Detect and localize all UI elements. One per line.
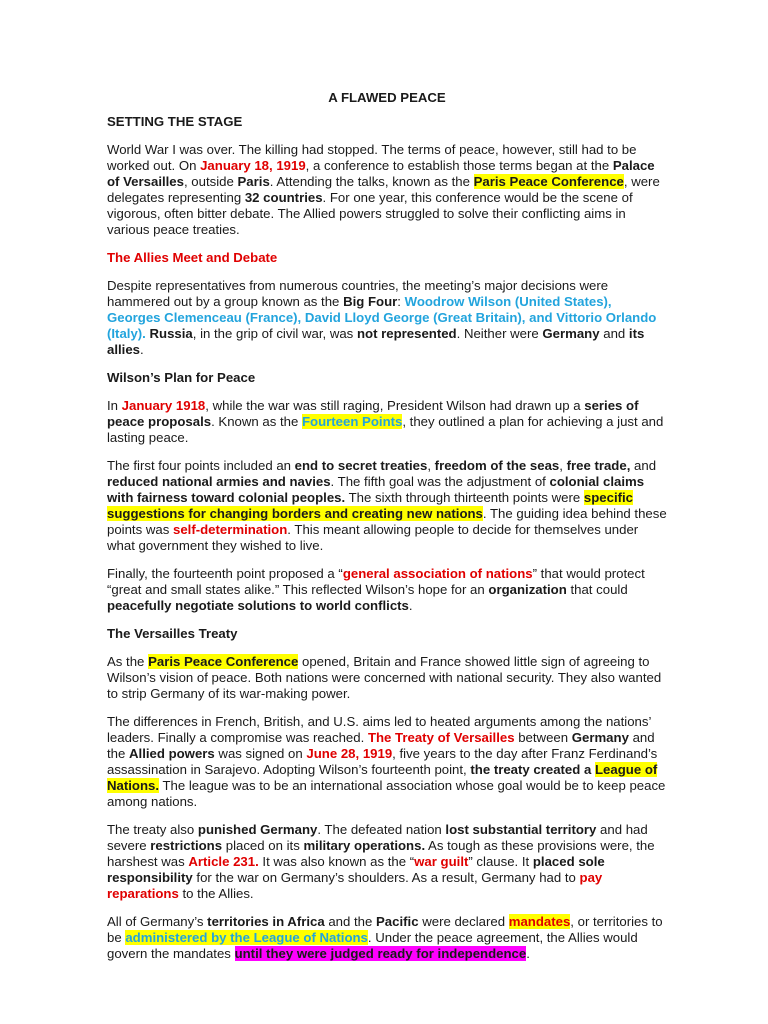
document-body xyxy=(107,90,667,974)
paragraph-setting-the-stage: World War I was over. The killing had stopped. The terms of peace, however, still had to be worked out. On January 18, 1919, a conference to establish those terms began at the Palace of Versailles, outside Paris. Attending the talks, known as the Paris Peace Conference, were delegates representing 32 countries. For one year, this conference would be the scene of vigorous, often bitter debate. The Allied powers struggled to solve their conflicting aims in various peace treaties. xyxy=(107,142,660,237)
paragraph-fourteen-points: In January 1918, while the war was still raging, President Wilson had drawn up a series of peace proposals. Known as the Fourteen Points, they outlined a plan for achieving a just and lasting peace. xyxy=(107,398,664,445)
paragraph-mandates: All of Germany’s territories in Africa and the Pacific were declared mandates, or territories to be administered by the League of Nations. Under the peace agreement, the Allies would govern the mandates until they were judged ready for independence. xyxy=(107,914,663,961)
subheading-versailles-treaty: The Versailles Treaty xyxy=(107,626,238,641)
section-heading: SETTING THE STAGE xyxy=(107,114,243,129)
paragraph-big-four: Despite representatives from numerous countries, the meeting’s major decisions were hammered out by a group known as the Big Four: Woodrow Wilson (United States), Georges Clemenceau (France), David Lloyd George (Great Britain), and Vittorio Orlando (Italy). Russia, in the grip of civil war, was not represented. Neither were Germany and its allies. xyxy=(107,278,657,357)
paragraph-treaty-signed: The differences in French, British, and U.S. aims led to heated arguments among the nations’ leaders. Finally a compromise was reached. The Treaty of Versailles between Germany and the Allied powers was signed on June 28, 1919, five years to the day after Franz Ferdinand’s assassination in Sarajevo. Adopting Wilson’s fourteenth point, the treaty created a League of Nations. The league was to be an international association whose goal would be to keep peace among nations. xyxy=(107,714,666,809)
paragraph-fourteenth-point: Finally, the fourteenth point proposed a “general association of nations” that would protect “great and small states alike.” This reflected Wilson’s hope for an organization that could peacefully negotiate solutions to world conflicts. xyxy=(107,566,645,613)
subheading-allies-meet: The Allies Meet and Debate xyxy=(107,250,278,265)
paragraph-conference-opened: As the Paris Peace Conference opened, Britain and France showed little sign of agreeing to Wilson’s vision of peace. Both nations were concerned with national security. They also wanted to strip Germany of its war-making power. xyxy=(107,654,662,701)
document-title: A FLAWED PEACE xyxy=(328,90,446,105)
subheading-wilson-plan: Wilson’s Plan for Peace xyxy=(107,370,256,385)
paragraph-punished-germany: The treaty also punished Germany. The defeated nation lost substantial territory and had severe restrictions placed on its military operations. As tough as these provisions were, the harshest was Article 231. It was also known as the “war guilt” clause. It placed sole responsibility for the war on Germany’s shoulders. As a result, Germany had to pay reparations to the Allies. xyxy=(107,822,655,901)
paragraph-first-points: The first four points included an end to secret treaties, freedom of the seas, free trade, and reduced national armies and navies. The fifth goal was the adjustment of colonial claims with fairness toward colonial peoples. The sixth through thirteenth points were specific suggestions for changing borders and creating new nations. The guiding idea behind these points was self-determination. This meant allowing people to decide for themselves under what government they wished to live. xyxy=(107,458,667,553)
